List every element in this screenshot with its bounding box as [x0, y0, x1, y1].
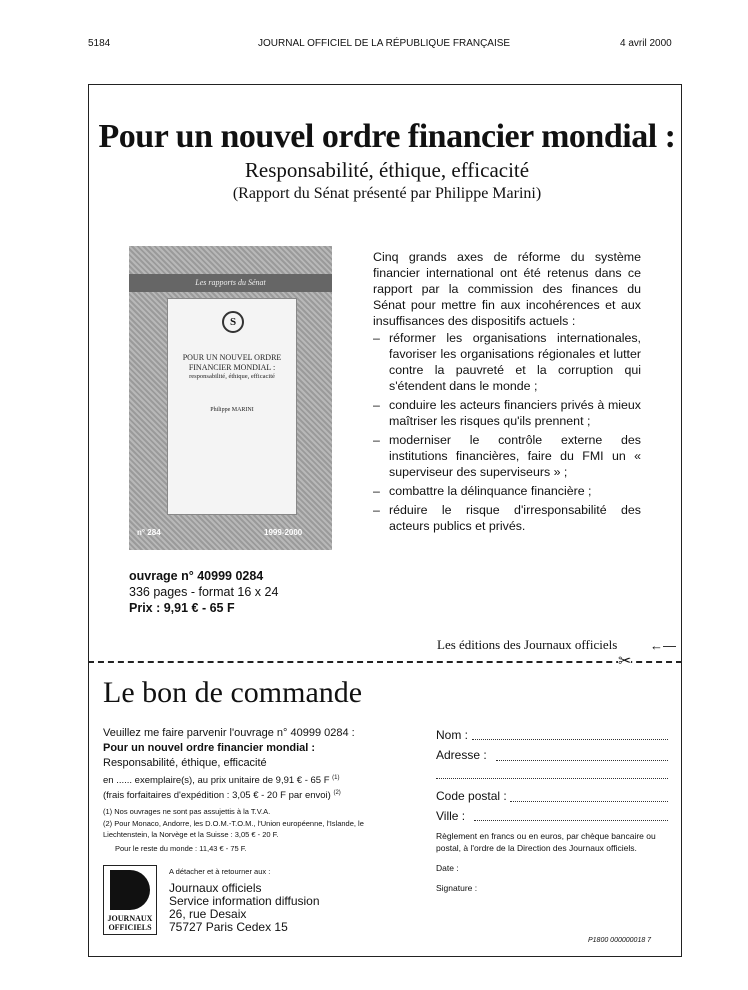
ref-number: ouvrage n° 40999 0284	[129, 569, 264, 583]
signature-label: Signature :	[436, 883, 478, 893]
address-field[interactable]	[496, 760, 668, 761]
cover-number: n° 284	[137, 528, 161, 537]
list-item: – conduire les acteurs financiers privés à mieux maîtriser les risques qu'ils prennent ;	[373, 397, 641, 429]
order-book-subtitle: Responsabilité, éthique, efficacité	[103, 757, 267, 769]
cover-title-line: POUR UN NOUVEL ORDRE	[182, 353, 282, 362]
scissors-icon: ✂	[618, 653, 632, 670]
order-request: Veuillez me faire parvenir l'ouvrage n° 40999 0284 :	[103, 727, 355, 739]
report-note: (Rapport du Sénat présenté par Philippe Marini)	[232, 185, 542, 202]
cover-title-line: responsabilité, éthique, efficacité	[189, 373, 275, 380]
journaux-officiels-logo: JOURNAUX OFFICIELS	[103, 865, 157, 935]
price: Prix : 9,91 € - 65 F	[129, 601, 235, 615]
quantity-line: en ...... exemplaire(s), au prix unitaire de 9,91 € - 65 F $^{(1)}$	[103, 775, 340, 787]
name-label: Nom :	[436, 728, 469, 742]
order-form-heading: Le bon de commande	[103, 676, 363, 709]
name-field[interactable]	[472, 739, 668, 740]
date-label: Date :	[436, 863, 459, 873]
order-book-title: Pour un nouvel ordre financier mondial :	[103, 742, 316, 754]
postal-code-label: Code postal :	[436, 789, 507, 803]
ad-subtitle: Responsabilité, éthique, efficacité	[244, 158, 530, 182]
ad-title: Pour un nouvel ordre financier mondial :	[98, 118, 676, 155]
page-number: 5184	[88, 38, 111, 49]
pages-format: 336 pages - format 16 x 24	[129, 585, 279, 599]
book-cover-image	[129, 246, 332, 550]
reference-code: P1800 000000018 7	[588, 937, 652, 944]
logo-mark	[110, 870, 150, 910]
cover-title-line: FINANCIER MONDIAL :	[188, 363, 276, 372]
footnote-3: Pour le reste du monde : 11,43 € - 75 F.	[115, 844, 247, 853]
footnote-2: (2) Pour Monaco, Andorre, les D.O.M.-T.O.M., l'Union européenne, l'Islande, le Liechtenstein, la Norvège et la Suisse : 3,05 € - 20 F.	[103, 819, 364, 839]
city-label: Ville :	[436, 809, 466, 823]
cover-band: Les rapports du Sénat	[129, 274, 332, 292]
cover-author: Philippe MARINI	[210, 407, 254, 413]
shipping-line: (frais forfaitaires d'expédition : 3,05 € - 20 F par envoi) $^{(2)}$	[103, 790, 341, 802]
return-address: Journaux officiels Service information diffusion 26, rue Desaix 75727 Paris Cedex 15	[169, 881, 320, 934]
postal-code-field[interactable]	[510, 801, 668, 802]
journal-name: JOURNAL OFFICIEL DE LA RÉPUBLIQUE FRANÇAISE	[258, 38, 511, 49]
book-reference	[129, 568, 278, 616]
cover-inner-page	[167, 298, 297, 515]
cover-session: 1999-2000	[264, 528, 303, 537]
editions-label: Les éditions des Journaux officiels	[437, 637, 618, 652]
footnote-1: (1) Nos ouvrages ne sont pas assujettis à la T.V.A.	[103, 807, 271, 816]
list-item: – réformer les organisations internationales, favoriser les organisations régionales et lutter contre la pauvreté et la corruption qui s'étendent dans le monde ;	[373, 330, 641, 394]
address-field-line-2[interactable]	[436, 778, 668, 779]
city-field[interactable]	[474, 820, 668, 821]
reform-list	[373, 330, 641, 537]
issue-date: 4 avril 2000	[620, 38, 672, 49]
address-label: Adresse :	[436, 748, 487, 762]
list-item: – réduire le risque d'irresponsabilité des acteurs publics et privés.	[373, 502, 641, 534]
list-item: – moderniser le contrôle externe des institutions financières, faire du FMI un « superviseur des superviseurs » ;	[373, 432, 641, 480]
cut-line	[88, 661, 682, 663]
payment-instruction: Règlement en francs ou en euros, par chèque bancaire ou postal, à l'ordre de la Direction des Journaux officiels.	[436, 831, 656, 853]
intro-paragraph: Cinq grands axes de réforme du système financier international ont été retenus dans ce rapport par la commission des finances du Sénat pour mettre fin aux incohérences et aux insuffisances des dispositifs actuels :	[373, 250, 641, 328]
arrow-left-icon: ←—	[650, 638, 676, 653]
detach-instruction: A détacher et à retourner aux :	[169, 867, 271, 876]
list-item: – combattre la délinquance financière ;	[373, 483, 641, 499]
senate-seal-icon: S	[222, 311, 244, 333]
